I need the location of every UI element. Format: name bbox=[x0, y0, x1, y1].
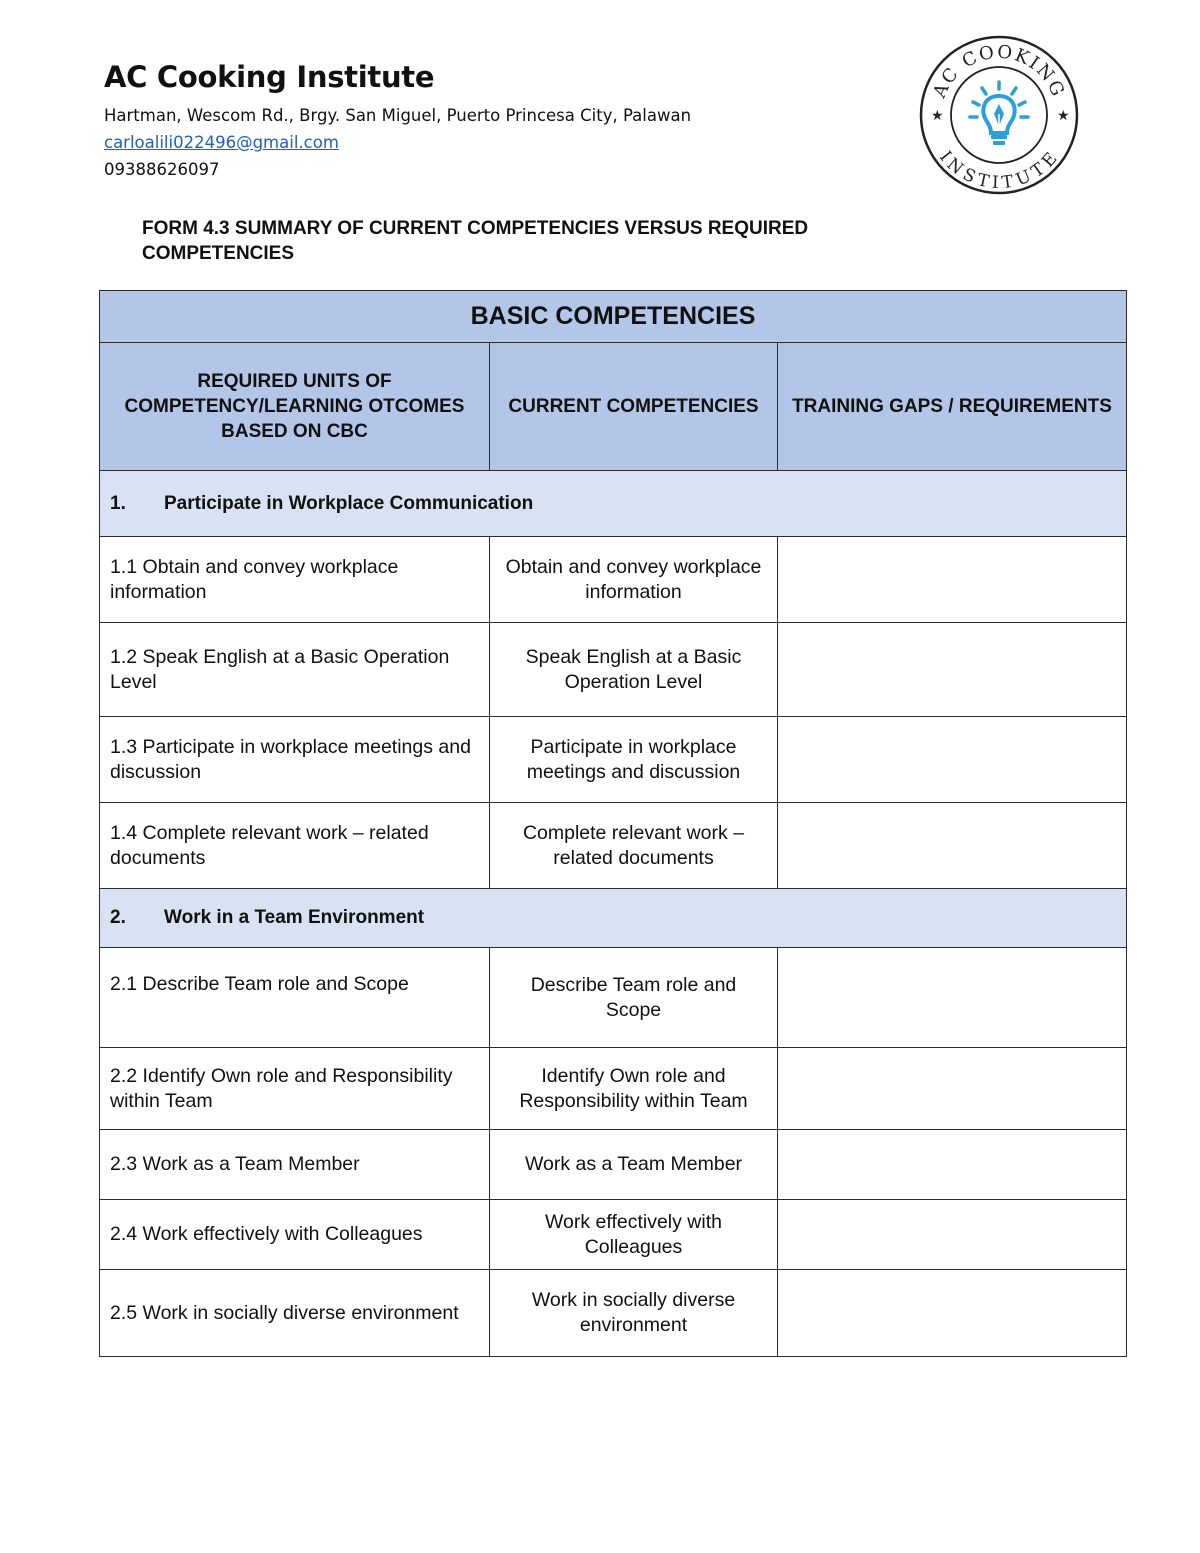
institute-logo bbox=[918, 34, 1080, 196]
col-header-current: CURRENT COMPETENCIES bbox=[490, 343, 778, 471]
current-cell: Work as a Team Member bbox=[490, 1130, 778, 1200]
gaps-cell[interactable] bbox=[778, 1200, 1127, 1270]
table-row bbox=[100, 1270, 1127, 1357]
col-header-required: REQUIRED UNITS OF COMPETENCY/LEARNING OTCOMES BASED ON CBC bbox=[100, 343, 490, 471]
gaps-cell[interactable] bbox=[778, 1130, 1127, 1200]
section-row bbox=[100, 471, 1127, 537]
gaps-cell[interactable] bbox=[778, 717, 1127, 803]
org-name: AC Cooking Institute bbox=[104, 60, 435, 94]
form-title: FORM 4.3 SUMMARY OF CURRENT COMPETENCIES VERSUS REQUIRED COMPETENCIES bbox=[142, 218, 809, 264]
gaps-cell[interactable] bbox=[778, 537, 1127, 623]
org-phone: 09388626097 bbox=[104, 160, 220, 179]
gaps-cell[interactable] bbox=[778, 623, 1127, 717]
logo-star-left: ★ bbox=[931, 107, 944, 123]
gaps-cell[interactable] bbox=[778, 1048, 1127, 1130]
lightbulb-icon bbox=[970, 82, 1028, 145]
table-row bbox=[100, 1130, 1127, 1200]
current-cell: Work effectively with Colleagues bbox=[490, 1200, 778, 1270]
logo-bottom-text: INSTITUTE bbox=[935, 147, 1063, 194]
section-title: Participate in Workplace Communication bbox=[164, 492, 534, 514]
gaps-cell[interactable] bbox=[778, 1270, 1127, 1357]
column-header-row bbox=[100, 343, 1127, 471]
required-cell: 2.4 Work effectively with Colleagues bbox=[100, 1200, 490, 1270]
letterhead bbox=[104, 60, 691, 183]
required-cell: 1.1 Obtain and convey workplace information bbox=[100, 537, 490, 623]
gaps-cell[interactable] bbox=[778, 948, 1127, 1048]
table-title-row bbox=[100, 291, 1127, 343]
required-cell: 1.3 Participate in workplace meetings and discussion bbox=[100, 717, 490, 803]
required-cell: 2.2 Identify Own role and Responsibility within Team bbox=[100, 1048, 490, 1130]
required-cell: 1.4 Complete relevant work – related documents bbox=[100, 803, 490, 889]
section-row bbox=[100, 889, 1127, 948]
logo-star-right: ★ bbox=[1057, 107, 1070, 123]
required-cell: 2.5 Work in socially diverse environment bbox=[100, 1270, 490, 1357]
logo-top-text: AC COOKING bbox=[929, 41, 1069, 101]
required-cell: 1.2 Speak English at a Basic Operation Level bbox=[100, 623, 490, 717]
competency-table bbox=[99, 290, 1127, 1357]
table-row bbox=[100, 1200, 1127, 1270]
current-cell: Participate in workplace meetings and discussion bbox=[490, 717, 778, 803]
current-cell: Obtain and convey workplace information bbox=[490, 537, 778, 623]
table-row bbox=[100, 623, 1127, 717]
current-cell: Speak English at a Basic Operation Level bbox=[490, 623, 778, 717]
section-number: 2. bbox=[110, 907, 126, 928]
table-row bbox=[100, 803, 1127, 889]
table-row bbox=[100, 717, 1127, 803]
org-email-link[interactable]: carloalili022496@gmail.com bbox=[104, 133, 339, 152]
current-cell: Complete relevant work – related documents bbox=[490, 803, 778, 889]
current-cell: Describe Team role and Scope bbox=[490, 948, 778, 1048]
col-header-gaps: TRAINING GAPS / REQUIREMENTS bbox=[778, 343, 1127, 471]
section-number: 1. bbox=[110, 492, 126, 514]
section-title: Work in a Team Environment bbox=[164, 907, 425, 928]
table-title: BASIC COMPETENCIES bbox=[100, 291, 1127, 343]
required-cell: 2.3 Work as a Team Member bbox=[100, 1130, 490, 1200]
gaps-cell[interactable] bbox=[778, 803, 1127, 889]
org-address: Hartman, Wescom Rd., Brgy. San Miguel, Puerto Princesa City, Palawan bbox=[104, 106, 692, 125]
current-cell: Work in socially diverse environment bbox=[490, 1270, 778, 1357]
table-row bbox=[100, 948, 1127, 1048]
table-row bbox=[100, 1048, 1127, 1130]
current-cell: Identify Own role and Responsibility within Team bbox=[490, 1048, 778, 1130]
table-row bbox=[100, 537, 1127, 623]
required-cell: 2.1 Describe Team role and Scope bbox=[100, 948, 490, 1048]
